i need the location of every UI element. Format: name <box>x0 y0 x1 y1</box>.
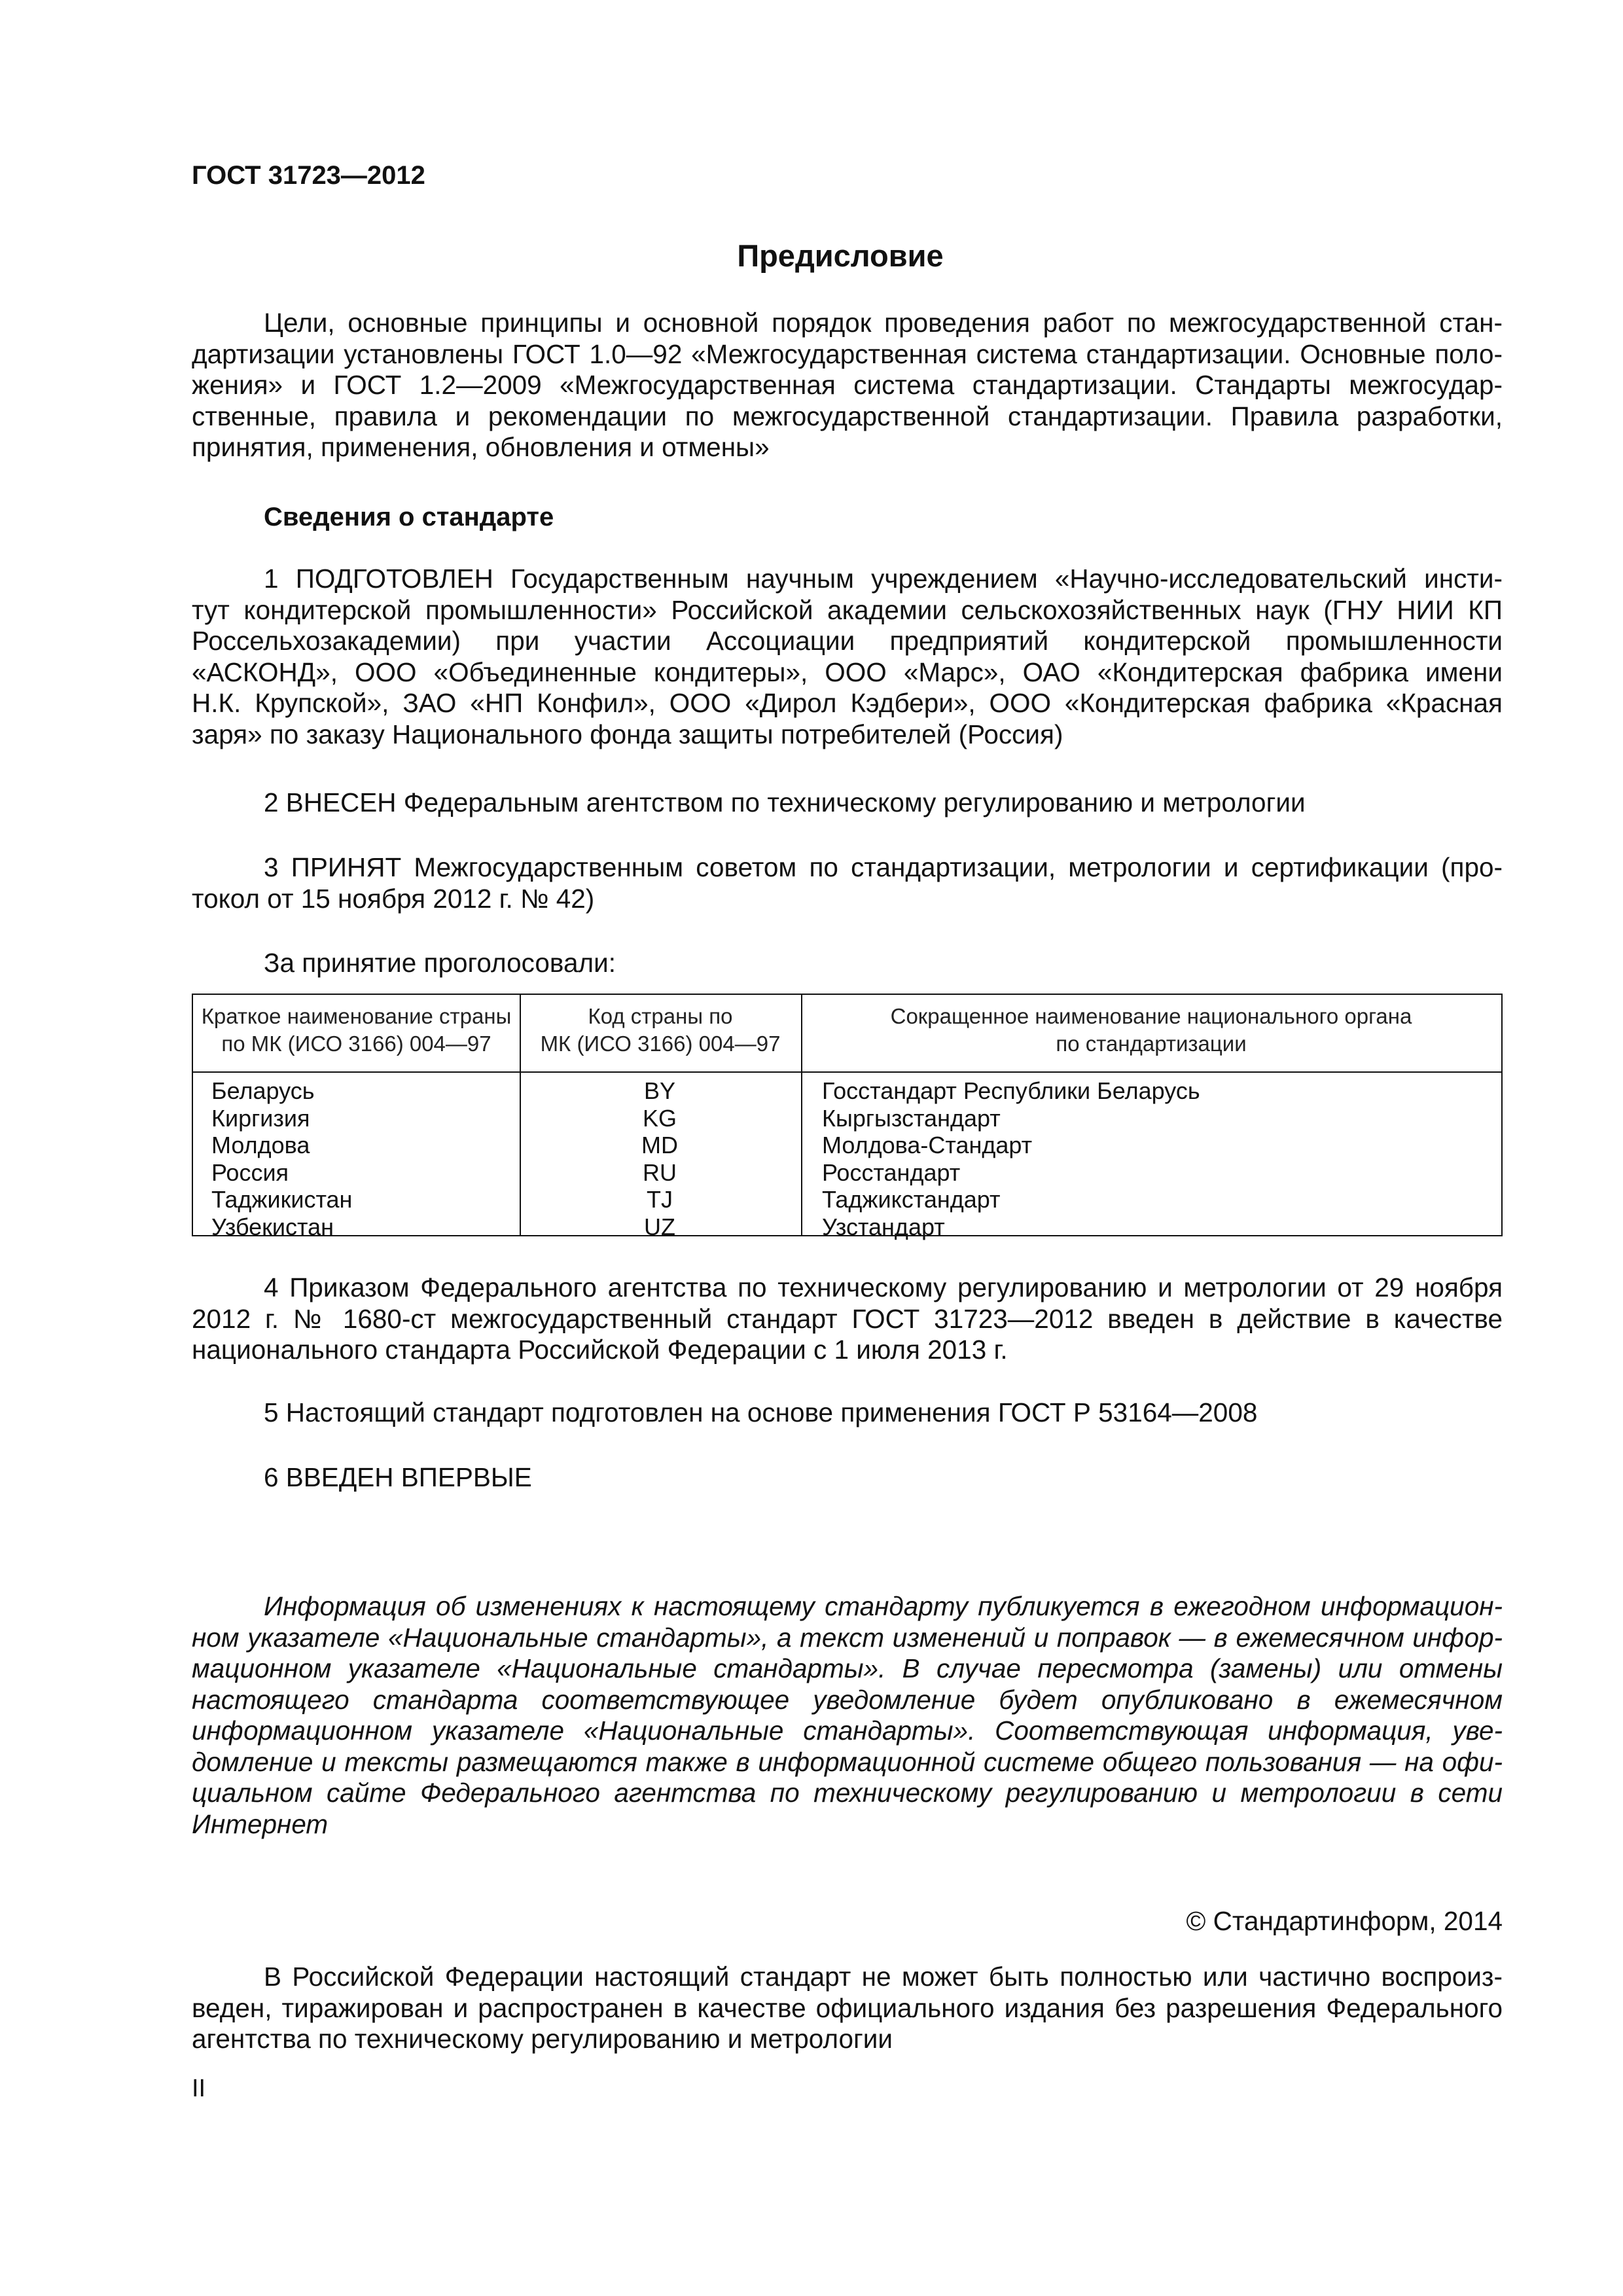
body-cell: Госстандарт Республики Беларусь <box>822 1077 1200 1104</box>
item-1-line: Н.К. Крупской», ЗАО «НП Конфил», ООО «Дирол Кэдбери», ООО «Кондитерская фабрика «Красная <box>192 688 1503 718</box>
header-line: МК (ИСО 3166) 004—97 <box>540 1031 781 1056</box>
page-number: II <box>192 2075 206 2102</box>
code-cell: RU <box>643 1158 677 1186</box>
code-cell: TJ <box>647 1186 673 1213</box>
body-cell: Молдова-Стандарт <box>822 1132 1033 1158</box>
body-cell: Узстандарт <box>822 1213 945 1240</box>
reproduction-notice <box>192 1962 1503 2055</box>
info-line: настоящего стандарта соответствующее уведомление будет опубликовано в ежемесячном <box>192 1684 1503 1715</box>
item-5-paragraph: 5 Настоящий стандарт подготовлен на основе применения ГОСТ Р 53164—2008 <box>264 1397 1258 1427</box>
code-cell: UZ <box>644 1213 675 1240</box>
info-line: Интернет <box>192 1808 329 1839</box>
country-cell: Россия <box>211 1158 289 1186</box>
item-1-line: 1 ПОДГОТОВЛЕН Государственным научным учреждением «Научно-исследовательский инсти- <box>264 564 1503 594</box>
page-title: Предисловие <box>737 238 944 273</box>
country-cell: Таджикистан <box>211 1186 353 1213</box>
intro-line: ственные, правила и рекомендации по межгосударственной стандартизации. Правила разработки, <box>192 401 1503 431</box>
standard-info-heading: Сведения о стандарте <box>264 503 554 531</box>
reproduction-line: агентства по техническому регулированию и метрологии <box>192 2024 893 2054</box>
table-header-body <box>801 1003 1501 1058</box>
info-line: ном указателе «Национальные стандарты», а текст изменений и поправок — в ежемесячном инфор- <box>192 1622 1503 1653</box>
body-cell: Росстандарт <box>822 1158 961 1186</box>
code-cell: MD <box>641 1132 678 1158</box>
item-6-paragraph: 6 ВВЕДЕН ВПЕРВЫЕ <box>264 1462 532 1492</box>
reproduction-line: веден, тиражирован и распространен в качестве официального издания без разрешения Федерального <box>192 1992 1503 2023</box>
body-cell: Таджикстандарт <box>822 1186 1001 1213</box>
header-line: Код страны по <box>588 1004 733 1028</box>
header-line: по стандартизации <box>1056 1031 1247 1056</box>
item-4-line: 4 Приказом Федерального агентства по техническому регулированию и метрологии от 29 ноября <box>264 1272 1503 1302</box>
voted-label: За принятие проголосовали: <box>264 948 616 978</box>
item-4-paragraph <box>192 1272 1503 1366</box>
item-3-line: токол от 15 ноября 2012 г. № 42) <box>192 883 595 914</box>
document-header: ГОСТ 31723—2012 <box>192 161 425 190</box>
item-3-paragraph <box>192 852 1503 914</box>
code-column <box>522 1077 797 1240</box>
header-line: Краткое наименование страны <box>201 1004 512 1028</box>
intro-line: принятия, применения, обновления и отмены» <box>192 432 770 462</box>
country-cell: Молдова <box>211 1132 310 1158</box>
country-column <box>211 1077 352 1240</box>
info-line: Информация об изменениях к настоящему стандарту публикуется в ежегодном информацион- <box>264 1591 1503 1621</box>
info-line: домление и тексты размещаются также в информационной системе общего пользования — на офи- <box>192 1746 1503 1777</box>
item-1-line: «АСКОНД», ООО «Объединенные кондитеры», ООО «Марс», ОАО «Кондитерская фабрика имени <box>192 656 1503 687</box>
info-line: циальном сайте Федерального агентства по техническому регулированию и метрологии в сети <box>192 1778 1503 1808</box>
voting-table <box>192 994 1503 1240</box>
code-cell: BY <box>643 1077 676 1104</box>
item-1-line: тут кондитерской промышленности» Российской академии сельскохозяйственных наук (ГНУ НИИ КП <box>192 594 1503 625</box>
item-1-line: Россельхозакадемии) при участии Ассоциации предприятий кондитерской промышленности <box>192 626 1503 656</box>
item-1-line: заря» по заказу Национального фонда защиты потребителей (Россия) <box>192 719 1063 749</box>
header-line: по МК (ИСО 3166) 004—97 <box>221 1031 491 1056</box>
item-4-line: национального стандарта Российской Федерации с 1 июля 2013 г. <box>192 1335 1008 1365</box>
item-1-paragraph <box>192 564 1503 750</box>
item-4-line: 2012 г. № 1680-ст межгосударственный стандарт ГОСТ 31723—2012 введен в действие в качестве <box>192 1303 1503 1334</box>
copyright-notice: © Стандартинформ, 2014 <box>1186 1906 1503 1936</box>
intro-paragraph <box>192 308 1503 463</box>
intro-line: дартизации установлены ГОСТ 1.0—92 «Межгосударственная система стандартизации. Основные поло- <box>192 338 1503 369</box>
table-header-divider <box>193 1071 1501 1073</box>
reproduction-line: В Российской Федерации настоящий стандарт не может быть полностью или частично воспроиз- <box>264 1962 1503 1992</box>
change-info-paragraph <box>192 1591 1503 1840</box>
code-cell: KG <box>642 1104 677 1132</box>
body-column <box>822 1077 1200 1240</box>
body-cell: Кыргызстандарт <box>822 1104 1001 1132</box>
table-header-country <box>193 1003 520 1058</box>
header-line: Сокращенное наименование национального органа <box>890 1004 1412 1028</box>
item-3-line: 3 ПРИНЯТ Межгосударственным советом по стандартизации, метрологии и сертификации (про- <box>264 852 1503 882</box>
item-2-paragraph: 2 ВНЕСЕН Федеральным агентством по техническому регулированию и метрологии <box>264 787 1306 817</box>
info-line: информационном указателе «Национальные стандарты». Соответствующая информация, уве- <box>192 1715 1503 1746</box>
country-cell: Узбекистан <box>211 1213 334 1240</box>
info-line: мационном указателе «Национальные стандарты». В случае пересмотра (замены) или отмены <box>192 1653 1503 1683</box>
intro-line: жения» и ГОСТ 1.2—2009 «Межгосударственная система стандартизации. Стандарты межгосудар- <box>192 370 1503 400</box>
intro-line: Цели, основные принципы и основной порядок проведения работ по межгосударственной стан- <box>264 308 1503 338</box>
table-header-code <box>520 1003 801 1058</box>
country-cell: Беларусь <box>211 1077 315 1104</box>
country-cell: Киргизия <box>211 1104 310 1132</box>
